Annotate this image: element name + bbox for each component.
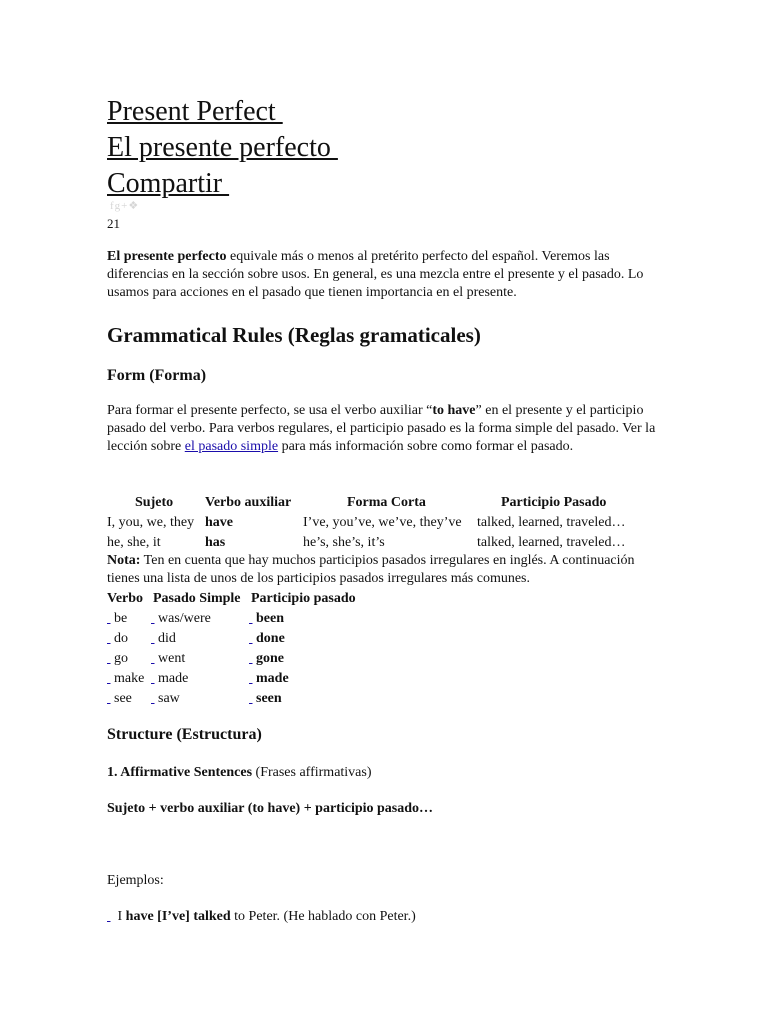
table-cell: made bbox=[249, 669, 289, 689]
bullet-link[interactable] bbox=[107, 651, 111, 666]
social-share-icons bbox=[110, 199, 139, 212]
structure-formula: Sujeto + verbo auxiliar (to have) + participio pasado… bbox=[107, 801, 434, 816]
irregular-verbs-table bbox=[0, 589, 768, 719]
share-heading: Compartir bbox=[107, 168, 230, 199]
bullet-link[interactable] bbox=[249, 691, 253, 706]
bullet-link[interactable] bbox=[249, 631, 253, 646]
table-cell: gone bbox=[249, 649, 284, 669]
bullet-link[interactable] bbox=[249, 671, 253, 686]
table-cell: has bbox=[205, 535, 226, 550]
bullet-link[interactable] bbox=[107, 691, 111, 706]
examples-label: Ejemplos: bbox=[107, 873, 164, 888]
table-cell: he, she, it bbox=[107, 535, 161, 550]
table-cell: saw bbox=[151, 689, 180, 709]
table-cell: I’ve, you’ve, we’ve, they’ve bbox=[303, 515, 462, 530]
bullet-link[interactable] bbox=[249, 651, 253, 666]
form-text-1: Para formar el presente perfecto, se usa el verbo auxiliar “ bbox=[107, 403, 433, 418]
bullet-link[interactable] bbox=[107, 909, 111, 924]
table-cell: see bbox=[107, 689, 132, 709]
irregular-table-header: Verbo bbox=[107, 591, 144, 606]
irregular-table-header: Participio pasado bbox=[251, 591, 356, 606]
form-bold: to have bbox=[432, 403, 476, 418]
share-count: 21 bbox=[107, 216, 120, 231]
example-post: to Peter. (He hablado con Peter.) bbox=[230, 909, 416, 924]
form-table-header: Verbo auxiliar bbox=[205, 495, 292, 510]
form-table bbox=[0, 493, 768, 553]
intro-paragraph bbox=[107, 248, 667, 302]
form-table-header: Participio Pasado bbox=[501, 495, 607, 510]
note-label: Nota: bbox=[107, 553, 141, 568]
irregular-table-header: Pasado Simple bbox=[153, 591, 241, 606]
form-paragraph bbox=[107, 402, 667, 456]
affirmative-bold: 1. Affirmative Sentences bbox=[107, 765, 253, 780]
table-cell: he’s, she’s, it’s bbox=[303, 535, 385, 550]
example-pre: I bbox=[117, 909, 126, 924]
affirmative-rest: (Frases affirmativas) bbox=[252, 765, 372, 780]
note-paragraph bbox=[107, 552, 667, 588]
structure-heading: Structure (Estructura) bbox=[107, 726, 262, 743]
table-cell: do bbox=[107, 629, 128, 649]
intro-text: equivale más o menos al pretérito perfecto del español. Veremos las diferencias en la sección sobre usos. En general, es una mezcla entre el presente y el pasado. Lo usamos para acciones en el pasado que tienen importancia en el presente. bbox=[107, 249, 644, 300]
bullet-link[interactable] bbox=[151, 671, 155, 686]
form-table-header: Sujeto bbox=[135, 495, 174, 510]
table-cell: seen bbox=[249, 689, 282, 709]
example-sentence bbox=[107, 908, 667, 926]
facebook-icon[interactable]: f bbox=[110, 200, 115, 212]
table-cell: I, you, we, they bbox=[107, 515, 195, 530]
note-text: Ten en cuenta que hay muchos participios pasados irregulares en inglés. A continuación tienes una lista de unos de los participios pasados irregulares más comunes. bbox=[107, 553, 635, 586]
table-cell: made bbox=[151, 669, 188, 689]
affirmative-heading bbox=[107, 764, 667, 782]
table-cell: went bbox=[151, 649, 185, 669]
bullet-link[interactable] bbox=[107, 631, 111, 646]
table-cell: was/were bbox=[151, 609, 211, 629]
bullet-link[interactable] bbox=[107, 671, 111, 686]
table-cell: have bbox=[205, 515, 233, 530]
table-cell: be bbox=[107, 609, 127, 629]
form-table-header: Forma Corta bbox=[347, 495, 426, 510]
bullet-link[interactable] bbox=[107, 611, 111, 626]
table-cell: talked, learned, traveled… bbox=[477, 535, 626, 550]
table-cell: did bbox=[151, 629, 176, 649]
bullet-link[interactable] bbox=[151, 691, 155, 706]
past-simple-link[interactable]: el pasado simple bbox=[184, 439, 279, 454]
title-block bbox=[107, 94, 338, 202]
example-bold: have [I’ve] talked bbox=[125, 909, 231, 924]
bullet-link[interactable] bbox=[249, 611, 253, 626]
title-spanish: El presente perfecto bbox=[107, 132, 338, 163]
title-english: Present Perfect bbox=[107, 96, 283, 127]
form-text-2: ” en el presente y el participio pasado del verbo. Para verbos regulares, el participio pasado es la forma simple del pasado. Ver la lección sobre bbox=[107, 403, 656, 454]
bullet-link[interactable] bbox=[151, 631, 155, 646]
table-cell: talked, learned, traveled… bbox=[477, 515, 626, 530]
form-text-3: para más información sobre como formar el pasado. bbox=[278, 439, 574, 454]
bullet-link[interactable] bbox=[151, 651, 155, 666]
section-title: Grammatical Rules (Reglas gramaticales) bbox=[107, 323, 481, 347]
google-plus-icon[interactable]: g+ bbox=[114, 200, 129, 212]
bullet-link[interactable] bbox=[151, 611, 155, 626]
twitter-icon[interactable]: ❖ bbox=[128, 200, 140, 212]
intro-bold: El presente perfecto bbox=[107, 249, 227, 264]
table-cell: go bbox=[107, 649, 128, 669]
table-cell: been bbox=[249, 609, 284, 629]
table-cell: done bbox=[249, 629, 285, 649]
table-cell: make bbox=[107, 669, 144, 689]
form-heading: Form (Forma) bbox=[107, 367, 207, 384]
